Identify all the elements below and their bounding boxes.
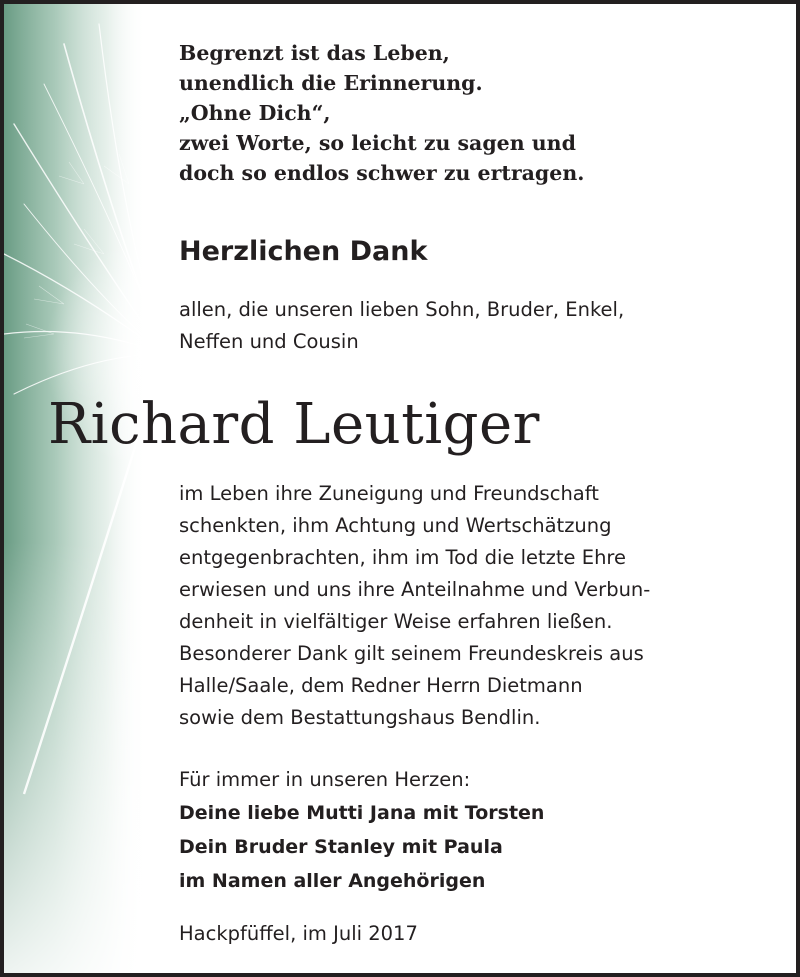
thanks-intro — [179, 294, 624, 358]
signer-line: Dein Bruder Stanley mit Paula — [179, 836, 503, 858]
verse-line: Begrenzt ist das Leben, — [179, 41, 450, 65]
verse-line: „Ohne Dich“, — [179, 101, 331, 125]
thanks-body — [179, 478, 650, 734]
body-line: im Leben ihre Zuneigung und Freundschaft — [179, 482, 599, 505]
body-line: denheit in vielfältiger Weise erfahren ließen. — [179, 610, 613, 633]
body-line: erwiesen und uns ihre Anteilnahme und Verbun- — [179, 578, 651, 601]
intro-line: allen, die unseren lieben Sohn, Bruder, Enkel, — [179, 298, 625, 321]
memorial-verse — [179, 38, 779, 188]
body-line: entgegenbrachten, ihm im Tod die letzte Ehre — [179, 546, 627, 569]
signer-line: im Namen aller Angehörigen — [179, 870, 486, 892]
signer-line: Deine liebe Mutti Jana mit Torsten — [179, 802, 545, 824]
body-line: schenkten, ihm Achtung und Wertschätzung — [179, 514, 612, 537]
verse-line: unendlich die Erinnerung. — [179, 71, 483, 95]
body-line: sowie dem Bestattungshaus Bendlin. — [179, 706, 541, 729]
body-line: Halle/Saale, dem Redner Herrn Dietmann — [179, 674, 583, 697]
place-date: Hackpfüffel, im Juli 2017 — [179, 922, 418, 945]
thanks-heading: Herzlichen Dank — [179, 236, 428, 267]
deceased-name: Richard Leutiger — [48, 392, 540, 457]
verse-line: doch so endlos schwer zu ertragen. — [179, 161, 585, 185]
intro-line: Neffen und Cousin — [179, 330, 359, 353]
memorial-signature — [179, 764, 544, 898]
memorial-intro: Für immer in unseren Herzen: — [179, 768, 471, 791]
verse-line: zwei Worte, so leicht zu sagen und — [179, 131, 576, 155]
body-line: Besonderer Dank gilt seinem Freundeskreis aus — [179, 642, 644, 665]
